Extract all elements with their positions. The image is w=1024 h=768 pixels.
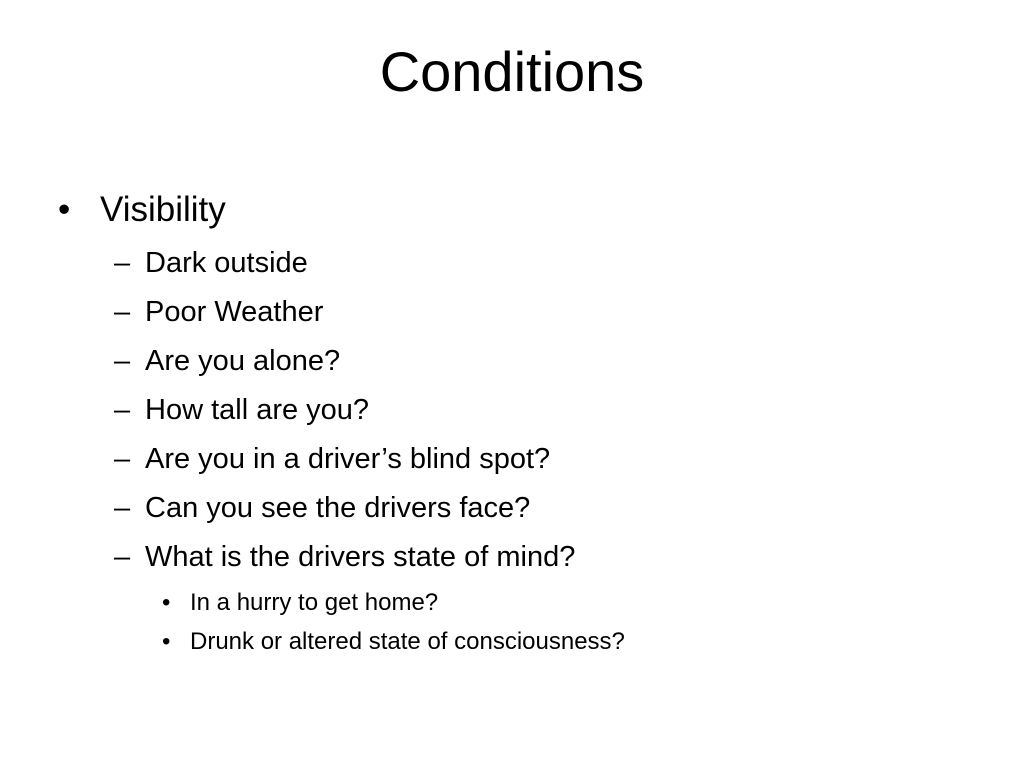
sub-bullet-text: Can you see the drivers face?: [145, 492, 531, 524]
sub-bullet-text: What is the drivers state of mind?: [145, 541, 576, 573]
sub-bullet-text: How tall are you?: [145, 394, 370, 426]
dash-marker: –: [114, 296, 131, 328]
sub-bullet-text: Poor Weather: [145, 296, 324, 328]
sub-sub-bullet-text: Drunk or altered state of consciousness?: [190, 628, 625, 655]
bullet-text: Visibility: [100, 190, 226, 229]
sub-bullet-text: Are you alone?: [145, 345, 341, 377]
sub-bullet-text: Are you in a driver’s blind spot?: [145, 443, 551, 475]
slide-title: Conditions: [379, 40, 645, 103]
dash-marker: –: [114, 247, 131, 279]
sub-bullet-text: Dark outside: [145, 247, 308, 279]
dash-marker: –: [114, 541, 131, 573]
dash-marker: –: [114, 394, 131, 426]
dash-marker: –: [114, 345, 131, 377]
sub-sub-bullet-text: In a hurry to get home?: [190, 589, 439, 616]
bullet-marker: •: [162, 628, 171, 655]
dash-marker: –: [114, 443, 131, 475]
bullet-marker: •: [162, 589, 171, 616]
bullet-marker: •: [58, 190, 71, 229]
dash-marker: –: [114, 492, 131, 524]
